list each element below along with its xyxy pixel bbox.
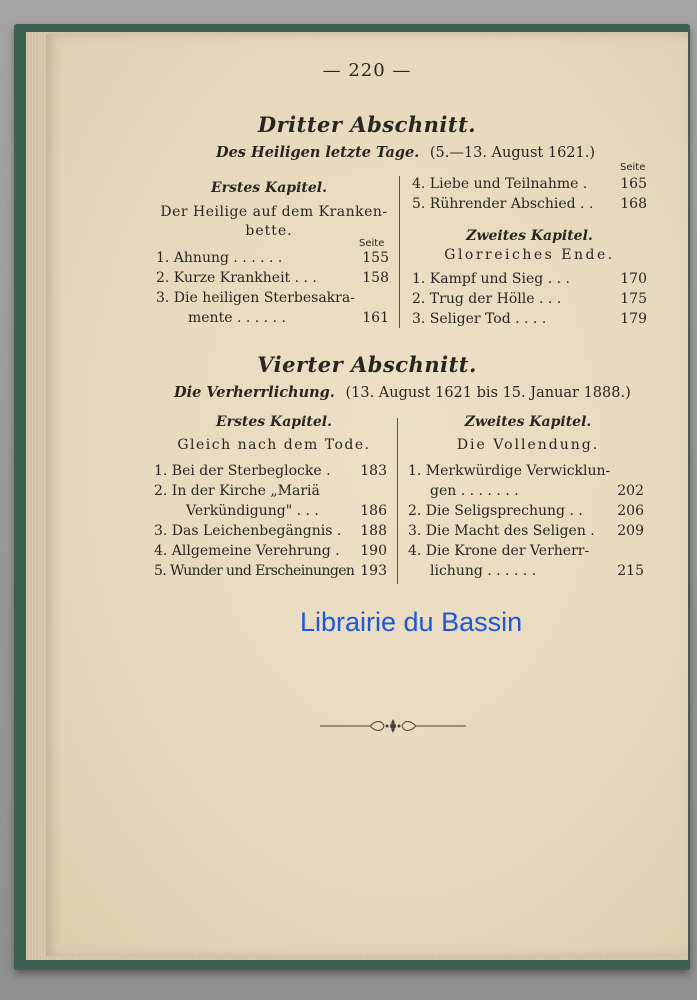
toc-list [412,174,647,214]
toc-entry: 3. Die Macht des Seligen . 209 [408,523,644,539]
toc-entry: 3. Das Leichenbegängnis . 188 [154,523,387,539]
toc-entry: 5. Wunder und Erscheinungen 193 [154,563,387,579]
book-page [46,34,688,956]
subtitle-date: (13. August 1621 bis 15. Januar 1888.) [345,385,631,401]
toc-entry: gen . . . . . . . 202 [430,483,644,499]
toc-entry: 2. Kurze Krankheit . . . 158 [156,270,389,286]
chapter-heading: Erstes Kapitel. [216,414,332,430]
seite-label: Seite [620,162,646,173]
section-title-vierter: Vierter Abschnitt. [257,352,477,377]
chapter-subheading: Glorreiches Ende. [444,247,615,263]
toc-entry: 1. Bei der Sterbeglocke . 183 [154,463,387,479]
toc-list [154,461,387,581]
toc-entry: Verkündigung" . . . 186 [186,503,387,519]
chapter-heading: Zweites Kapitel. [466,228,593,244]
toc-entry: mente . . . . . . 161 [188,310,389,326]
toc-entry: 1. Merkwürdige Verwicklun- [408,463,611,479]
subtitle-date: (5.—13. August 1621.) [429,145,596,161]
toc-entry: 3. Seliger Tod . . . . 179 [412,311,647,327]
subtitle-bold: Die Verherrlichung. [174,384,335,401]
column-divider [399,176,400,328]
chapter-subheading: Der Heilige auf dem Kranken- [160,204,388,220]
chapter-subheading-cont: bette. [245,223,293,239]
column-divider [397,418,398,584]
chapter-heading: Zweites Kapitel. [464,414,592,430]
toc-list [408,461,644,581]
toc-entry: 2. Die Seligsprechung . . 206 [408,503,644,519]
toc-list [156,248,389,328]
toc-entry: 2. Trug der Hölle . . . 175 [412,291,647,307]
toc-entry: 3. Die heiligen Sterbesakra- [156,290,355,306]
toc-entry: lichung . . . . . . 215 [430,563,644,579]
chapter-subheading: Gleich nach dem Tode. [177,437,371,453]
watermark-text: Librairie du Bassin [300,607,523,637]
toc-entry: 4. Allgemeine Verehrung . 190 [154,543,387,559]
subtitle-bold: Des Heiligen letzte Tage. [216,144,420,161]
section-title-dritter: Dritter Abschnitt. [257,112,477,137]
toc-entry: 2. In der Kirche „Mariä [154,483,320,499]
toc-entry: 4. Die Krone der Verherr- [408,543,590,559]
toc-entry: 4. Liebe und Teilnahme . 165 [412,176,647,192]
seite-label: Seite [359,238,385,249]
section-subtitle-vierter [174,384,631,401]
toc-list [412,269,647,329]
toc-entry: 5. Rührender Abschied . . 168 [412,196,647,212]
toc-entry: 1. Ahnung . . . . . . 155 [156,250,389,266]
chapter-heading: Erstes Kapitel. [211,180,327,196]
section-subtitle-dritter [216,144,595,161]
toc-entry: 1. Kampf und Sieg . . . 170 [412,271,647,287]
chapter-subheading: Die Vollendung. [456,437,600,453]
page-number: — 220 — [322,60,412,81]
ornament-divider-icon [318,714,468,738]
